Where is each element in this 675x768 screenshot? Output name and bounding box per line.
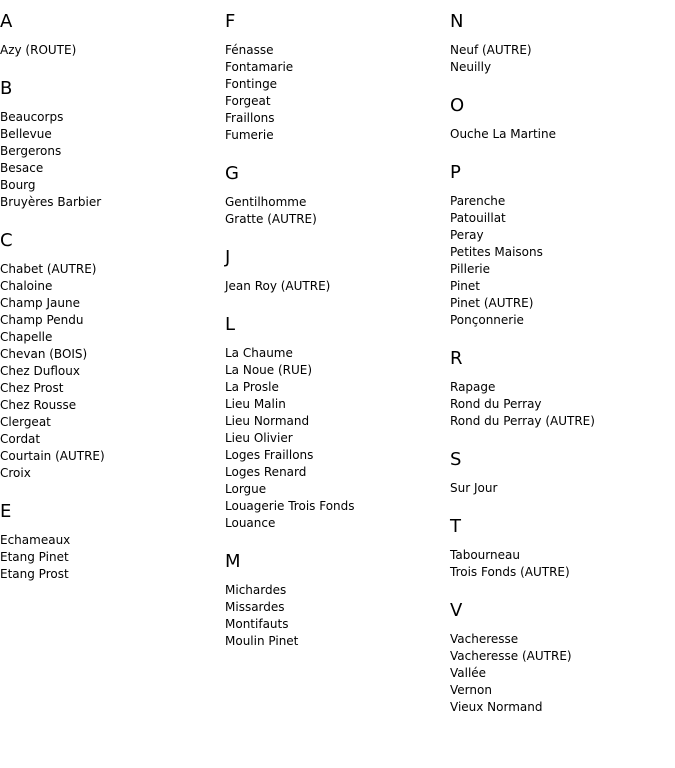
letter-group <box>450 448 670 497</box>
place-link[interactable]: Courtain (AUTRE) <box>0 449 105 463</box>
place-link[interactable]: Etang Prost <box>0 567 69 581</box>
letter-heading: E <box>0 501 12 522</box>
place-link[interactable]: Pinet <box>450 279 480 293</box>
place-list <box>0 532 220 583</box>
place-link[interactable]: Bruyères Barbier <box>0 195 102 209</box>
place-link[interactable]: Cordat <box>0 432 41 446</box>
place-link[interactable]: Michardes <box>225 583 287 597</box>
place-link[interactable]: Champ Jaune <box>0 296 80 310</box>
place-link[interactable]: Vieux Normand <box>450 700 543 714</box>
place-list <box>225 194 445 228</box>
place-list <box>225 278 445 295</box>
place-link[interactable]: Lorgue <box>225 482 267 496</box>
place-link[interactable]: Gratte (AUTRE) <box>225 212 317 226</box>
place-link[interactable]: Parenche <box>450 194 506 208</box>
letter-group <box>0 77 220 211</box>
place-list <box>450 379 670 430</box>
letter-heading: A <box>0 11 13 32</box>
place-link[interactable]: Bellevue <box>0 127 52 141</box>
letter-group <box>225 550 445 650</box>
place-link[interactable]: Fraillons <box>225 111 275 125</box>
place-list <box>450 126 670 143</box>
place-link[interactable]: Besace <box>0 161 44 175</box>
letter-group <box>225 313 445 532</box>
place-link[interactable]: Pinet (AUTRE) <box>450 296 534 310</box>
place-link[interactable]: Peray <box>450 228 484 242</box>
place-link[interactable]: Lieu Malin <box>225 397 286 411</box>
letter-group <box>225 10 445 144</box>
place-link[interactable]: Forgeat <box>225 94 271 108</box>
place-link[interactable]: La Prosle <box>225 380 279 394</box>
letter-group <box>225 246 445 295</box>
letter-heading: S <box>450 449 462 470</box>
place-link[interactable]: Petites Maisons <box>450 245 543 259</box>
place-link[interactable]: Vacheresse <box>450 632 519 646</box>
place-link[interactable]: Jean Roy (AUTRE) <box>225 279 331 293</box>
place-link[interactable]: Chapelle <box>0 330 53 344</box>
place-link[interactable]: Montifauts <box>225 617 289 631</box>
letter-heading: P <box>450 162 461 183</box>
letter-heading: V <box>450 600 463 621</box>
place-link[interactable]: Vernon <box>450 683 492 697</box>
place-link[interactable]: Missardes <box>225 600 285 614</box>
letter-group <box>450 515 670 581</box>
place-link[interactable]: Chez Rousse <box>0 398 77 412</box>
place-link[interactable]: Chez Prost <box>0 381 64 395</box>
place-link[interactable]: Rond du Perray (AUTRE) <box>450 414 595 428</box>
place-link[interactable]: Vallée <box>450 666 487 680</box>
place-link[interactable]: Clergeat <box>0 415 51 429</box>
place-link[interactable]: Louance <box>225 516 276 530</box>
letter-group <box>450 10 670 76</box>
place-link[interactable]: Lieu Olivier <box>225 431 293 445</box>
place-list <box>450 480 670 497</box>
place-link[interactable]: Pillerie <box>450 262 491 276</box>
letter-heading: J <box>225 247 231 268</box>
letter-group <box>0 10 220 59</box>
index-column <box>0 10 220 601</box>
place-link[interactable]: Etang Pinet <box>0 550 69 564</box>
place-link[interactable]: Neuilly <box>450 60 492 74</box>
place-link[interactable]: Rapage <box>450 380 496 394</box>
place-link[interactable]: Chaloine <box>0 279 53 293</box>
place-link[interactable]: Loges Renard <box>225 465 307 479</box>
letter-group <box>450 161 670 329</box>
place-link[interactable]: Patouillat <box>450 211 506 225</box>
place-link[interactable]: Loges Fraillons <box>225 448 314 462</box>
letter-heading: G <box>225 163 239 184</box>
place-link[interactable]: Fénasse <box>225 43 274 57</box>
place-link[interactable]: Louagerie Trois Fonds <box>225 499 355 513</box>
place-list <box>225 582 445 650</box>
place-link[interactable]: Neuf (AUTRE) <box>450 43 532 57</box>
place-link[interactable]: Gentilhomme <box>225 195 307 209</box>
place-list <box>0 109 220 211</box>
letter-heading: O <box>450 95 465 116</box>
place-link[interactable]: La Noue (RUE) <box>225 363 313 377</box>
place-list <box>450 193 670 329</box>
place-link[interactable]: Ouche La Martine <box>450 127 556 141</box>
place-link[interactable]: Moulin Pinet <box>225 634 299 648</box>
place-link[interactable]: Bergerons <box>0 144 62 158</box>
letter-heading: M <box>225 551 241 572</box>
place-link[interactable]: Azy (ROUTE) <box>0 43 77 57</box>
index-column <box>450 10 670 734</box>
place-link[interactable]: Bourg <box>0 178 36 192</box>
letter-group <box>0 500 220 583</box>
letter-heading: C <box>0 230 13 251</box>
letter-group <box>450 94 670 143</box>
place-list <box>450 631 670 716</box>
place-list <box>0 42 220 59</box>
place-link[interactable]: Rond du Perray <box>450 397 542 411</box>
place-list <box>450 547 670 581</box>
index-column <box>225 10 445 668</box>
place-link[interactable]: Vacheresse (AUTRE) <box>450 649 572 663</box>
place-link[interactable]: Croix <box>0 466 31 480</box>
letter-heading: L <box>225 314 236 335</box>
place-link[interactable]: Trois Fonds (AUTRE) <box>450 565 570 579</box>
place-link[interactable]: Beaucorps <box>0 110 64 124</box>
letter-heading: F <box>225 11 236 32</box>
place-list <box>225 345 445 532</box>
place-link[interactable]: Fontamarie <box>225 60 294 74</box>
letter-group <box>450 347 670 430</box>
letter-group <box>450 599 670 716</box>
place-link[interactable]: Sur Jour <box>450 481 498 495</box>
letter-heading: R <box>450 348 463 369</box>
place-link[interactable]: Chez Dufloux <box>0 364 80 378</box>
place-link[interactable]: Fontinge <box>225 77 278 91</box>
place-link[interactable]: Fumerie <box>225 128 274 142</box>
place-link[interactable]: La Chaume <box>225 346 293 360</box>
place-list <box>450 42 670 76</box>
place-link[interactable]: Ponçonnerie <box>450 313 524 327</box>
letter-heading: T <box>450 516 461 537</box>
place-link[interactable]: Chevan (BOIS) <box>0 347 88 361</box>
place-link[interactable]: Chabet (AUTRE) <box>0 262 97 276</box>
letter-heading: B <box>0 78 13 99</box>
place-list <box>0 261 220 482</box>
place-list <box>225 42 445 144</box>
letter-group <box>225 162 445 228</box>
place-link[interactable]: Tabourneau <box>450 548 520 562</box>
place-link[interactable]: Lieu Normand <box>225 414 310 428</box>
letter-heading: N <box>450 11 464 32</box>
place-link[interactable]: Champ Pendu <box>0 313 84 327</box>
place-link[interactable]: Echameaux <box>0 533 71 547</box>
letter-group <box>0 229 220 482</box>
